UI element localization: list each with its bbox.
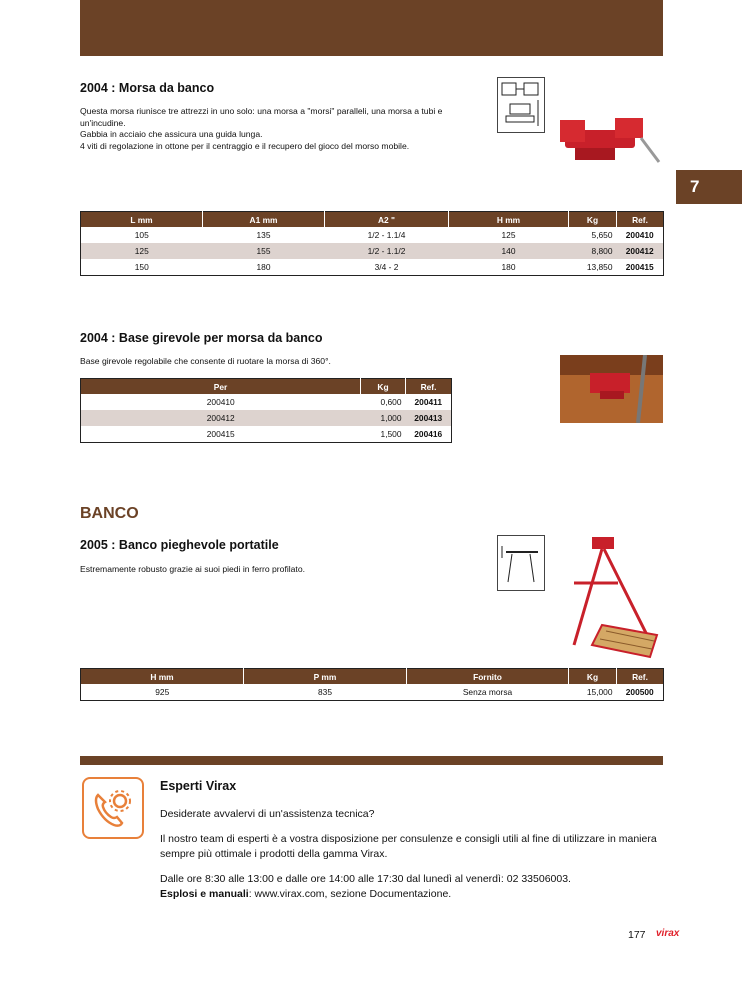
phone-gear-icon <box>82 777 144 839</box>
table-cell: 125 <box>501 230 516 240</box>
column-header: A1 mm <box>203 212 325 228</box>
section-title-banco: 2005 : Banco pieghevole portatile <box>80 538 279 552</box>
ref-cell: 200416 <box>414 429 443 439</box>
table-cell: 3/4 - 2 <box>374 262 399 272</box>
section-title-base: 2004 : Base girevole per morsa da banco <box>80 331 323 345</box>
column-header: Per <box>81 379 361 395</box>
table-row <box>81 243 664 259</box>
table-cell: 150 <box>134 262 149 272</box>
section-description-morsa <box>80 106 475 152</box>
table-cell: 5,650 <box>591 230 613 240</box>
morsa-spec-table <box>80 211 664 276</box>
page-number: 177 <box>628 929 646 941</box>
vise-product-photo <box>555 110 663 168</box>
bench-product-photo <box>562 535 662 660</box>
table-row <box>81 426 452 443</box>
vise-schematic-image <box>497 77 545 133</box>
section-title-morsa: 2004 : Morsa da banco <box>80 81 215 95</box>
top-banner <box>80 0 663 56</box>
ref-cell: 200415 <box>625 262 654 272</box>
table-cell: 125 <box>81 243 203 259</box>
table-cell: 155 <box>203 243 325 259</box>
table-header-row <box>81 212 664 228</box>
table-cell: 0,600 <box>380 397 402 407</box>
experts-divider <box>80 756 663 765</box>
column-header: Ref. <box>617 212 664 228</box>
experts-text <box>160 807 660 902</box>
experts-question: Desiderate avvalervi di un'assistenza tecnica? <box>160 808 375 820</box>
table-cell: 200415 <box>206 429 235 439</box>
description-line: 4 viti di regolazione in ottone per il centraggio e il recupero del gioco del morso mobile. <box>80 140 410 151</box>
table-row <box>81 259 664 276</box>
table-row <box>81 684 664 701</box>
experts-paragraph: Il nostro team di esperti è a vostra disposizione per consulenze e consigli utili al fine di utilizzare in maniera sempre più ottimale i prodotti della gamma Virax. <box>160 833 657 860</box>
table-cell: 1,500 <box>380 429 402 439</box>
table-cell: 135 <box>256 230 271 240</box>
table-cell: 835 <box>318 687 332 697</box>
column-header: Kg <box>569 212 617 228</box>
column-header: A2 " <box>325 212 449 228</box>
manuals-label: Esplosi e manuali <box>160 888 249 900</box>
column-header: Ref. <box>617 669 664 685</box>
table-cell: 180 <box>256 262 271 272</box>
table-header-row <box>81 669 664 685</box>
category-heading: BANCO <box>80 505 139 522</box>
table-cell: 15,000 <box>586 687 613 697</box>
experts-hours: Dalle ore 8:30 alle 13:00 e dalle ore 14:00 alle 17:30 dal lunedì al venerdì: 02 33506003. <box>160 873 571 885</box>
manuals-link-text: : www.virax.com, sezione Documentazione. <box>248 888 452 900</box>
virax-logo: virax <box>656 928 680 939</box>
table-header-row <box>81 379 452 395</box>
column-header: Fornito <box>407 669 569 685</box>
table-cell: Senza morsa <box>462 687 513 697</box>
ref-cell: 200412 <box>617 243 664 259</box>
table-cell: 140 <box>449 243 569 259</box>
column-header: Kg <box>569 669 617 685</box>
ref-cell: 200410 <box>625 230 654 240</box>
experts-title: Esperti Virax <box>160 779 237 793</box>
table-row <box>81 394 452 410</box>
column-header: H mm <box>449 212 569 228</box>
swivel-base-photo <box>560 355 663 423</box>
ref-cell: 200500 <box>625 687 654 697</box>
table-cell: 1/2 - 1.1/2 <box>325 243 449 259</box>
bench-schematic-image <box>497 535 545 591</box>
column-header: P mm <box>244 669 407 685</box>
column-header: H mm <box>81 669 244 685</box>
table-cell: 8,800 <box>569 243 617 259</box>
section-description-banco: Estremamente robusto grazie ai suoi piedi in ferro profilato. <box>80 564 305 574</box>
table-cell: 180 <box>501 262 516 272</box>
base-spec-table <box>80 378 452 443</box>
description-line: Gabbia in acciaio che assicura una guida lunga. <box>80 129 263 139</box>
table-cell: 1,000 <box>361 410 406 426</box>
column-header: Kg <box>361 379 406 395</box>
experts-manuals <box>160 887 660 902</box>
banco-spec-table <box>80 668 664 701</box>
table-cell: 200410 <box>206 397 235 407</box>
table-row <box>81 227 664 243</box>
ref-cell: 200413 <box>406 410 452 426</box>
chapter-tab: 7 <box>676 170 742 204</box>
table-cell: 925 <box>155 687 170 697</box>
section-description-base: Base girevole regolabile che consente di ruotare la morsa di 360°. <box>80 356 331 366</box>
table-cell: 105 <box>134 230 149 240</box>
column-header: Ref. <box>406 379 452 395</box>
table-cell: 1/2 - 1.1/4 <box>367 230 406 240</box>
description-line: Questa morsa riunisce tre attrezzi in uno solo: una morsa a "morsi" paralleli, una morsa a tubi e un'incudine. <box>80 106 443 128</box>
ref-cell: 200411 <box>414 397 442 407</box>
table-cell: 200412 <box>81 410 361 426</box>
table-cell: 13,850 <box>586 262 613 272</box>
table-row <box>81 410 452 426</box>
column-header: L mm <box>81 212 203 228</box>
